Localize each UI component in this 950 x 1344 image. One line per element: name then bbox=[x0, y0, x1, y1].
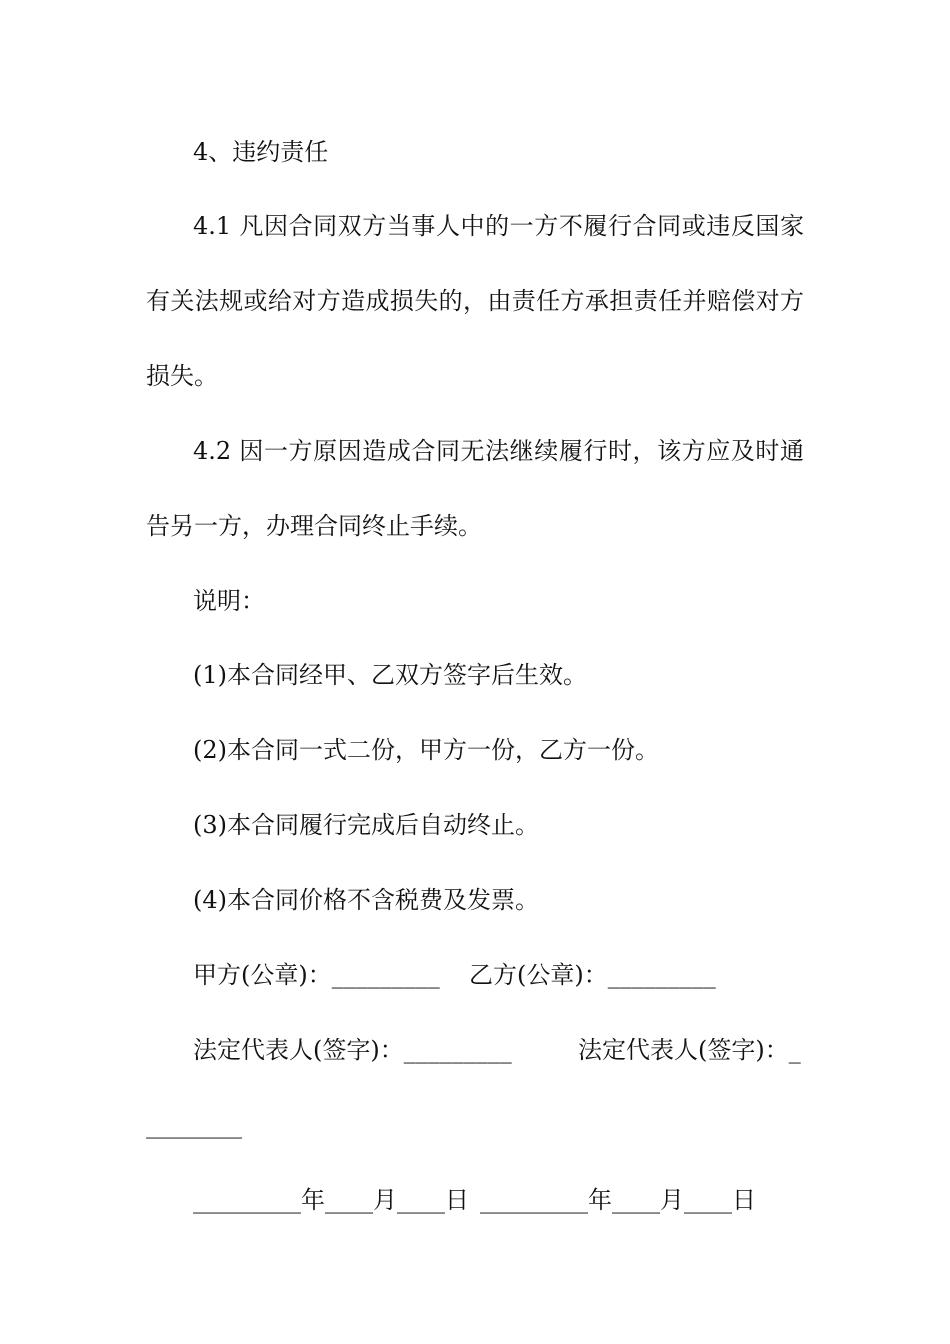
notes-heading: 说明： bbox=[193, 587, 265, 615]
note-4: (4)本合同价格不含税费及发票。 bbox=[193, 886, 539, 914]
party-b-seal-field: 乙方(公章)：_________ bbox=[469, 961, 716, 989]
party-a-date-field: _________年____月____日 bbox=[193, 1186, 469, 1214]
clause-4-2-line-1: 4.2 因一方原因造成合同无法继续履行时，该方应及时通 bbox=[193, 437, 804, 465]
clause-4-1-line-1: 4.1 凡因合同双方当事人中的一方不履行合同或违反国家 bbox=[193, 212, 804, 240]
section-heading: 4、违约责任 bbox=[193, 138, 329, 166]
party-b-date-field: _________年____月____日 bbox=[480, 1186, 756, 1214]
note-2: (2)本合同一式二份，甲方一份，乙方一份。 bbox=[193, 736, 659, 764]
party-b-representative-field-continued: ________ bbox=[146, 1111, 242, 1139]
clause-4-1-line-2: 有关法规或给对方造成损失的，由责任方承担责任并赔偿对方 bbox=[146, 287, 804, 315]
clause-4-1-line-3: 损失。 bbox=[146, 362, 218, 390]
clause-4-2-line-2: 告另一方，办理合同终止手续。 bbox=[146, 512, 482, 540]
party-a-seal-field: 甲方(公章)：_________ bbox=[193, 961, 440, 989]
note-1: (1)本合同经甲、乙双方签字后生效。 bbox=[193, 661, 587, 689]
note-3: (3)本合同履行完成后自动终止。 bbox=[193, 811, 539, 839]
party-a-representative-field: 法定代表人(签字)：_________ bbox=[193, 1036, 512, 1064]
party-b-representative-field: 法定代表人(签字)：_ bbox=[578, 1036, 801, 1064]
